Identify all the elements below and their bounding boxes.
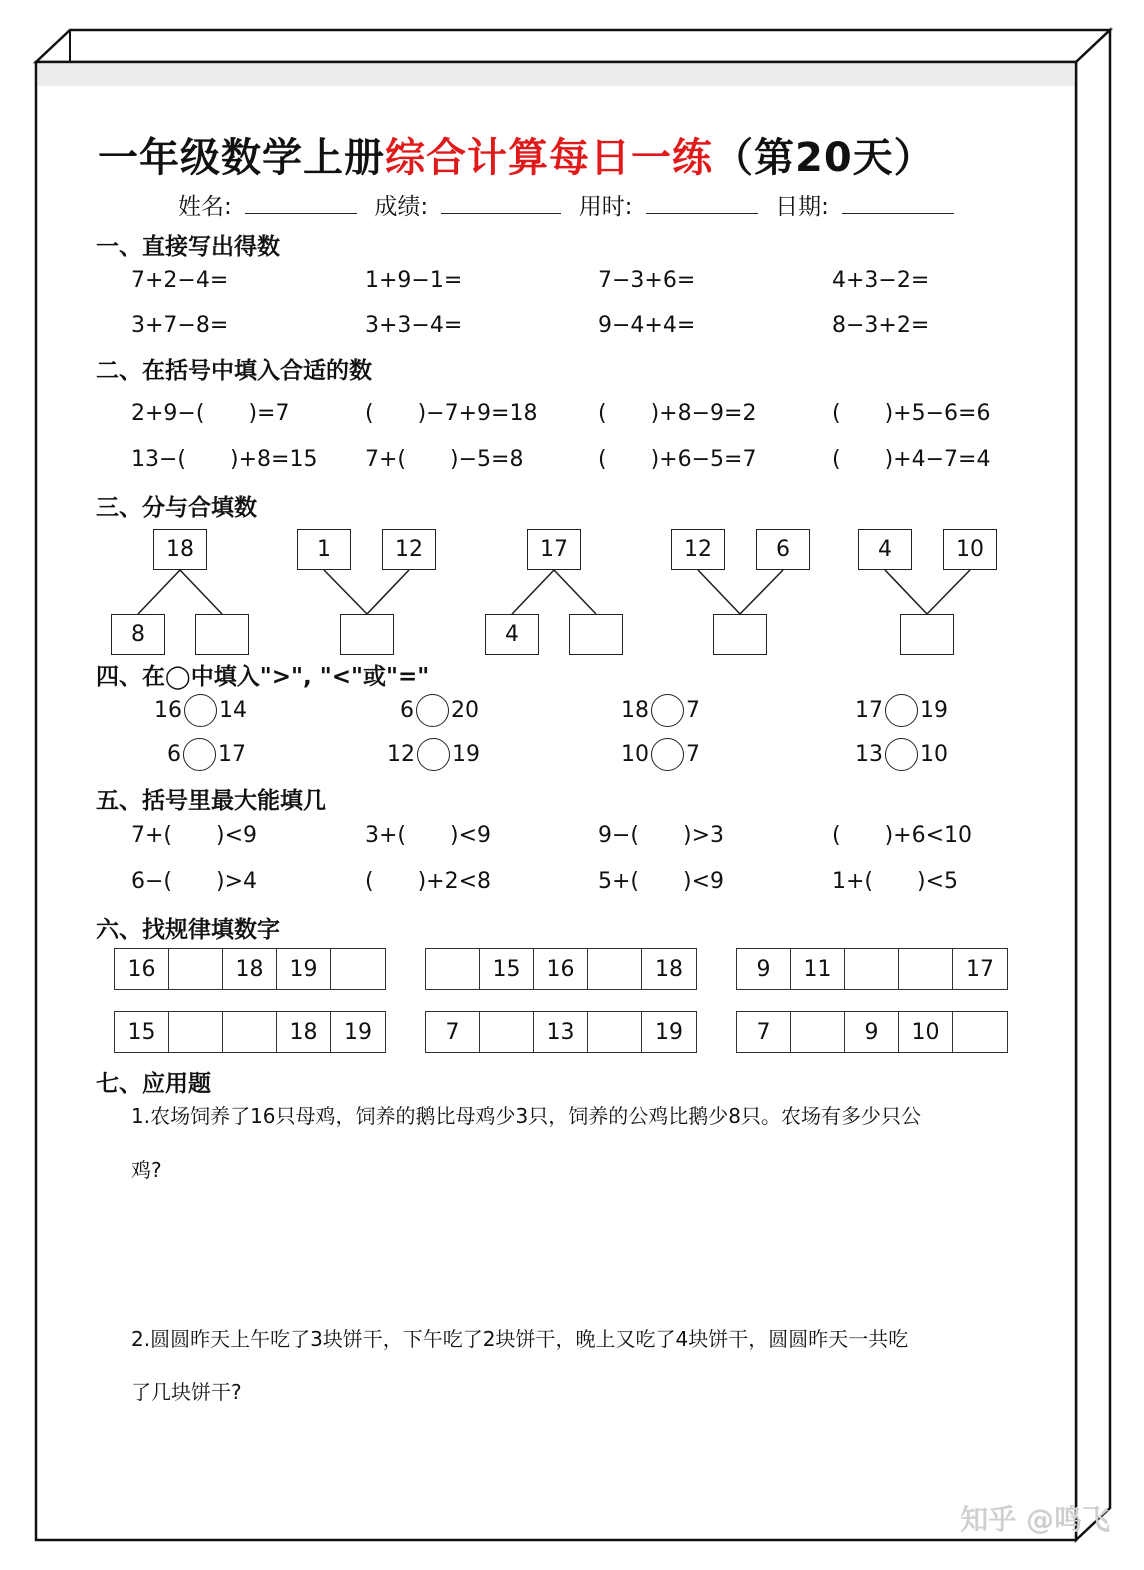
sequence-cell[interactable] <box>169 1012 223 1052</box>
compare-item: 6 17 <box>167 738 246 771</box>
q1-item: 9−4+4= <box>598 313 696 338</box>
sequence-cell: 7 <box>737 1012 791 1052</box>
bond-bottom-box: 4 <box>485 614 539 655</box>
name-label: 姓名: <box>178 194 232 220</box>
sequence-cell: 18 <box>223 949 277 989</box>
compare-circle[interactable] <box>416 694 449 727</box>
compare-item: 6 20 <box>400 694 479 727</box>
sequence-cell[interactable] <box>331 949 385 989</box>
compare-circle[interactable] <box>651 694 684 727</box>
sequence-cell[interactable] <box>588 949 642 989</box>
q2-item: 7+( )−5=8 <box>365 447 524 472</box>
problem-1-line-2: 鸡? <box>131 1158 162 1182</box>
sequence-cell: 15 <box>480 949 534 989</box>
page-title: 一年级数学上册综合计算每日一练（第20天） <box>98 135 935 181</box>
bond-answer-box[interactable] <box>900 614 954 655</box>
number-bond-lines <box>36 62 1076 662</box>
sequence-cell: 16 <box>115 949 169 989</box>
sequence-cell: 15 <box>115 1012 169 1052</box>
compare-item: 12 19 <box>387 738 480 771</box>
sequence-cell: 19 <box>277 949 331 989</box>
sequence-cell: 9 <box>845 1012 899 1052</box>
sequence-cell: 11 <box>791 949 845 989</box>
problem-2-line-1: 2.圆圆昨天上午吃了3块饼干，下午吃了2块饼干，晚上又吃了4块饼干，圆圆昨天一共吃 <box>131 1327 909 1351</box>
q5-item: ( )+2<8 <box>365 869 492 894</box>
q5-item: 7+( )<9 <box>131 823 258 848</box>
bond-top-box: 4 <box>858 529 912 570</box>
sequence-row <box>114 948 386 990</box>
section-4-heading: 四、在◯中填入">", "<"或"=" <box>96 664 430 690</box>
q1-item: 3+7−8= <box>131 313 229 338</box>
bond-answer-box[interactable] <box>340 614 394 655</box>
q5-item: 9−( )>3 <box>598 823 725 848</box>
sequence-cell: 18 <box>277 1012 331 1052</box>
compare-item: 16 14 <box>154 694 247 727</box>
title-highlight: 综合计算每日一练 <box>385 135 713 181</box>
watermark: 知乎 @鸣飞 <box>960 1503 1110 1536</box>
time-label: 用时: <box>578 194 633 220</box>
bond-top-box: 1 <box>297 529 351 570</box>
worksheet-page <box>36 62 1076 1540</box>
section-1-heading: 一、直接写出得数 <box>96 234 280 260</box>
sequence-row <box>425 948 697 990</box>
sequence-row <box>736 1011 1008 1053</box>
bond-answer-box[interactable] <box>569 614 623 655</box>
sequence-cell: 19 <box>344 1019 372 1045</box>
section-7-heading: 七、应用题 <box>96 1071 211 1097</box>
q2-item: 13−( )+8=15 <box>131 447 318 472</box>
compare-circle[interactable] <box>183 738 216 771</box>
q1-item: 7+2−4= <box>131 268 229 293</box>
compare-item: 13 10 <box>855 738 948 771</box>
section-6-heading: 六、找规律填数字 <box>96 917 280 943</box>
bond-bottom-box: 8 <box>111 614 165 655</box>
section-2-heading: 二、在括号中填入合适的数 <box>96 358 372 384</box>
q5-item: 1+( )<5 <box>832 869 959 894</box>
q5-item: ( )+6<10 <box>832 823 973 848</box>
q2-item: ( )+4−7=4 <box>832 447 991 472</box>
compare-circle[interactable] <box>651 738 684 771</box>
bond-answer-box[interactable] <box>713 614 767 655</box>
bond-top-box: 18 <box>153 529 207 570</box>
sequence-cell[interactable] <box>953 1012 1007 1052</box>
sequence-row <box>736 948 1008 990</box>
sequence-cell: 13 <box>534 1012 588 1052</box>
compare-item: 17 19 <box>855 694 948 727</box>
q2-item: 2+9−( )=7 <box>131 401 290 426</box>
sequence-cell: 17 <box>966 956 994 982</box>
q1-item: 1+9−1= <box>365 268 463 293</box>
sequence-cell[interactable] <box>480 1012 534 1052</box>
compare-circle[interactable] <box>417 738 450 771</box>
q1-item: 4+3−2= <box>832 268 930 293</box>
score-label: 成绩: <box>374 194 429 220</box>
sequence-cell: 7 <box>426 1012 480 1052</box>
sequence-cell: 10 <box>899 1012 953 1052</box>
q2-item: ( )+6−5=7 <box>598 447 757 472</box>
sequence-row <box>114 1011 386 1053</box>
problem-2-line-2: 了几块饼干? <box>131 1380 242 1404</box>
sequence-cell: 18 <box>655 956 683 982</box>
q2-item: ( )−7+9=18 <box>365 401 538 426</box>
section-5-heading: 五、括号里最大能填几 <box>96 788 326 814</box>
sequence-row <box>425 1011 697 1053</box>
q1-item: 3+3−4= <box>365 313 463 338</box>
q2-item: ( )+5−6=6 <box>832 401 991 426</box>
q1-item: 7−3+6= <box>598 268 696 293</box>
q1-item: 8−3+2= <box>832 313 930 338</box>
sequence-cell[interactable] <box>899 949 953 989</box>
q5-item: 6−( )>4 <box>131 869 258 894</box>
bond-answer-box[interactable] <box>195 614 249 655</box>
bond-top-box: 10 <box>943 529 997 570</box>
bond-top-box: 17 <box>527 529 581 570</box>
q2-item: ( )+8−9=2 <box>598 401 757 426</box>
problem-1-line-1: 1.农场饲养了16只母鸡，饲养的鹅比母鸡少3只，饲养的公鸡比鹅少8只。农场有多少只公 <box>131 1104 921 1128</box>
sequence-cell[interactable] <box>223 1012 277 1052</box>
q5-item: 3+( )<9 <box>365 823 492 848</box>
bond-top-box: 6 <box>756 529 810 570</box>
section-3-heading: 三、分与合填数 <box>96 495 257 521</box>
sequence-cell[interactable] <box>426 949 480 989</box>
compare-item: 18 7 <box>621 694 700 727</box>
compare-circle[interactable] <box>184 694 217 727</box>
sequence-cell[interactable] <box>845 949 899 989</box>
q5-item: 5+( )<9 <box>598 869 725 894</box>
sequence-cell[interactable] <box>169 949 223 989</box>
compare-item: 10 7 <box>621 738 700 771</box>
sequence-cell[interactable] <box>588 1012 642 1052</box>
sequence-cell[interactable] <box>791 1012 845 1052</box>
sequence-cell: 16 <box>534 949 588 989</box>
compare-circle[interactable] <box>885 694 918 727</box>
sequence-cell: 19 <box>655 1019 683 1045</box>
sequence-cell: 9 <box>737 949 791 989</box>
date-label: 日期: <box>775 194 829 220</box>
bond-top-box: 12 <box>671 529 725 570</box>
compare-circle[interactable] <box>885 738 918 771</box>
bond-top-box: 12 <box>382 529 436 570</box>
